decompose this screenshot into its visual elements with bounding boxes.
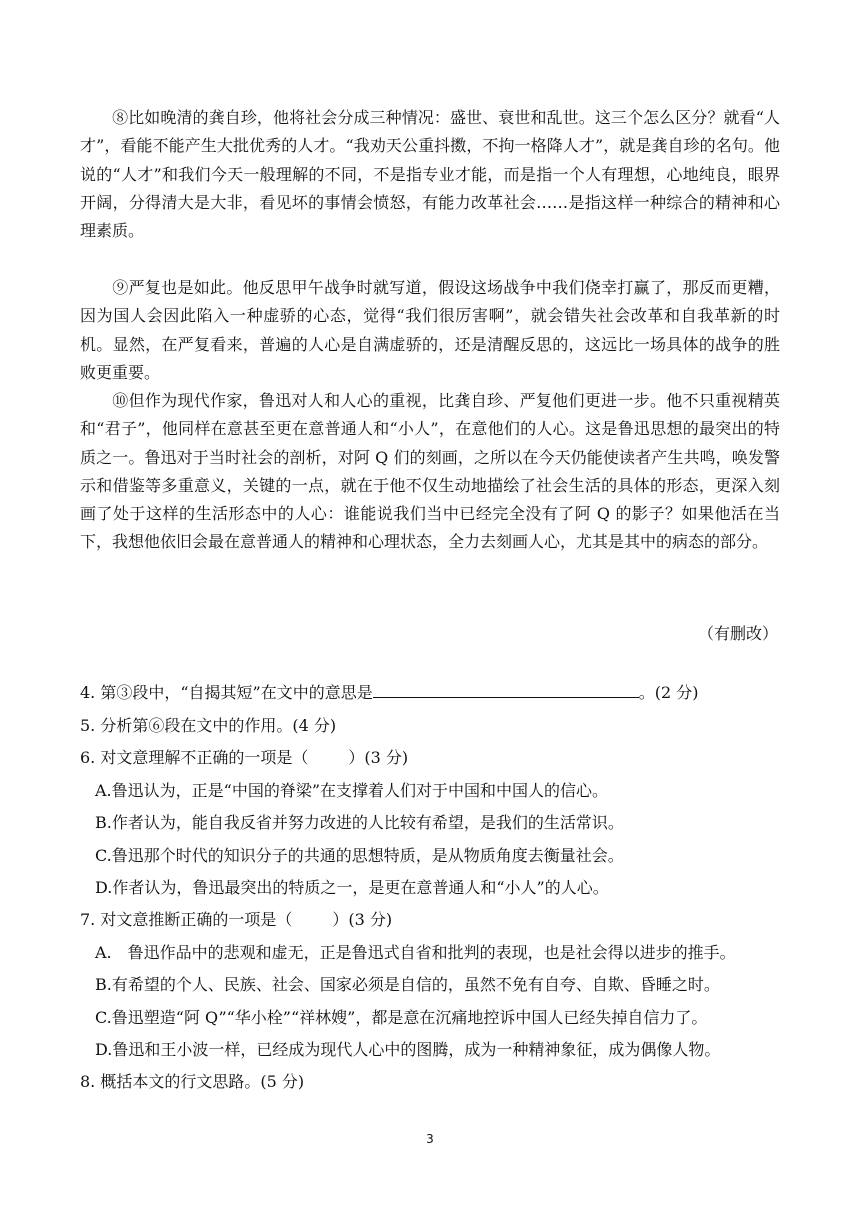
question-7-option-d: D.鲁迅和王小波一样，已经成为现代人心中的图腾，成为一种精神象征，成为偶像人物。 <box>95 1040 721 1059</box>
question-6-option-b: B.作者认为，能自我反省并努力改进的人比较有希望，是我们的生活常识。 <box>95 813 624 832</box>
paragraph-10: ⑩但作为现代作家，鲁迅对人和人心的重视，比龚自珍、严复他们更进一步。他不只重视精英和“君子”，他同样在意甚至更在意普通人和“小人”，在意他们的人心。这是鲁迅思想的最突出的特质之一。鲁迅对于当时社会的剖析，对阿 Q 们的刻画，之所以在今天仍能使读者产生共鸣，唤发警示和借鉴等多重意义，关键的一点，就在于他不仅生动地描绘了社会生活的具体的形态，更深入刻画了处于这样的生活形态中的人心：谁能说我们当中已经完全没有了阿 Q 的影子？如果他活在当下，我想他依旧会最在意普通人的精神和心理状态，全力去刻画人心，尤其是其中的病态的部分。 <box>80 391 780 552</box>
question-7: 7. 对文意推断正确的一项是（ ）(3 分) <box>80 910 393 929</box>
question-7-option-b: B.有希望的个人、民族、社会、国家必须是自信的，虽然不免有自夸、自欺、昏睡之时。 <box>95 975 720 994</box>
question-7-option-c: C.鲁迅塑造“阿 Q”“华小栓”“祥林嫂”，都是意在沉痛地控诉中国人已经失掉自信力了。 <box>95 1008 708 1027</box>
question-4: 4. 第③段中，“自揭其短”在文中的意思是 。(2 分) <box>80 683 699 702</box>
question-6: 6. 对文意理解不正确的一项是（ ）(3 分) <box>80 748 409 767</box>
question-5: 5. 分析第⑥段在文中的作用。(4 分) <box>80 716 337 735</box>
paragraph-9: ⑨严复也是如此。他反思甲午战争时就写道，假设这场战争中我们侥幸打赢了，那反而更糟，因为国人会因此陷入一种虚骄的心态，觉得“我们很厉害啊”，就会错失社会改革和自我革新的时机。显然，在严复看来，普遍的人心是自满虚骄的，还是清醒反思的，这远比一场具体的战争的胜败更重要。 <box>80 278 780 382</box>
answer-blank[interactable] <box>373 683 639 698</box>
question-8: 8. 概括本文的行文思路。(5 分) <box>80 1072 305 1091</box>
question-6-option-c: C.鲁迅那个时代的知识分子的共通的思想特质，是从物质角度去衡量社会。 <box>95 846 624 865</box>
question-7-option-a: A. 鲁迅作品中的悲观和虚无，正是鲁迅式自省和批判的表现，也是社会得以进步的推手。 <box>95 943 736 962</box>
page-number: 3 <box>426 1132 434 1146</box>
paragraph-8: ⑧比如晚清的龚自珍，他将社会分成三种情况：盛世、衰世和乱世。这三个怎么区分？就看“人才”，看能不能产生大批优秀的人才。“我劝天公重抖擞，不拘一格降人才”，就是龚自珍的名句。他说的“人才”和我们今天一般理解的不同，不是指专业才能，而是指一个人有理想，心地纯良，眼界开阔，分得清大是大非，看见坏的事情会愤怒，有能力改革社会……是指这样一种综合的精神和心理素质。 <box>80 108 780 241</box>
question-6-option-d: D.作者认为，鲁迅最突出的特质之一，是更在意普通人和“小人”的人心。 <box>95 878 609 897</box>
source-note: （有删改） <box>697 624 778 643</box>
question-6-option-a: A.鲁迅认为，正是“中国的脊梁”在支撑着人们对于中国和中国人的信心。 <box>95 781 609 800</box>
